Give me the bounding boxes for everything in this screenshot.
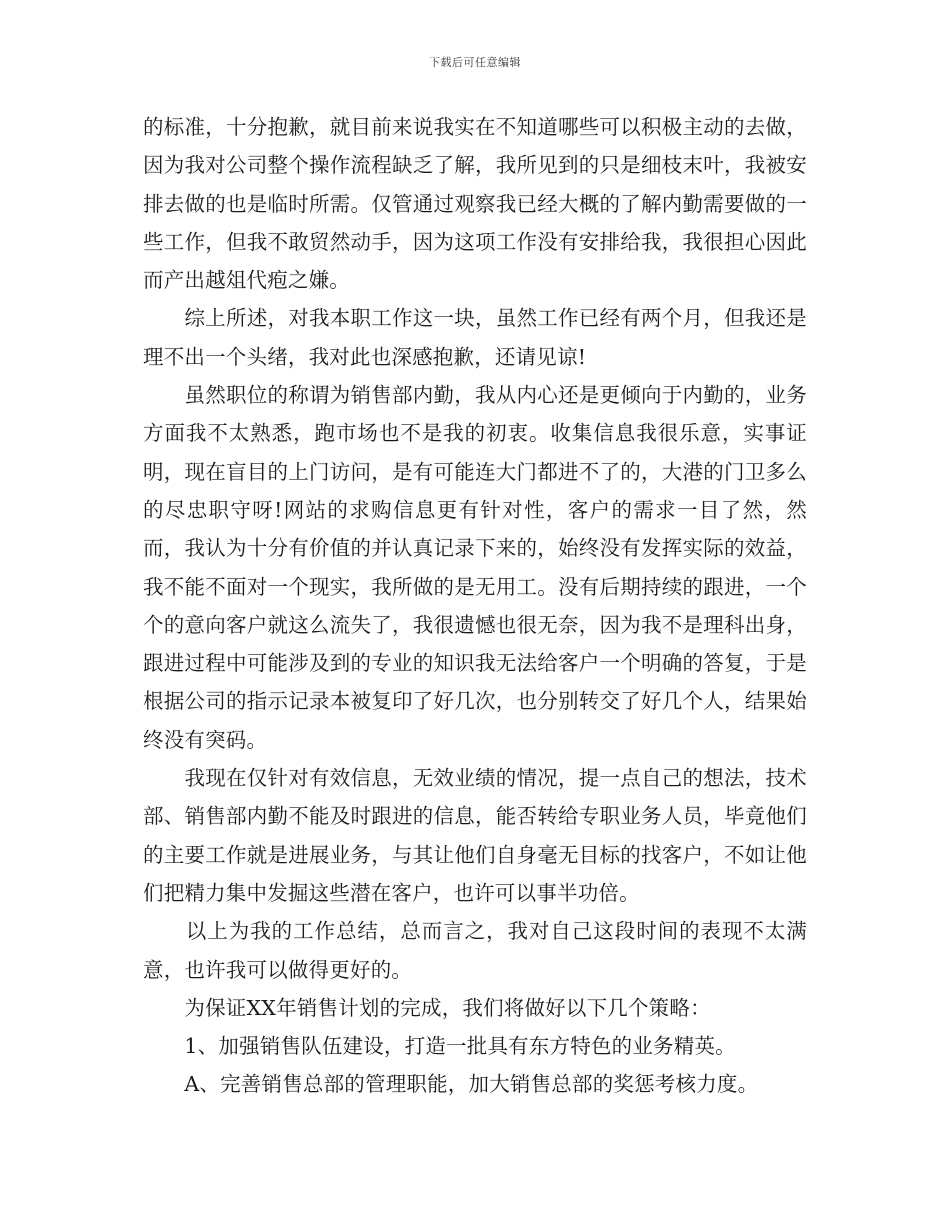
document-body: [143, 108, 807, 1104]
paragraph: A、完善销售总部的管理职能，加大销售总部的奖惩考核力度。: [143, 1072, 759, 1097]
paragraph: 以上为我的工作总结，总而言之，我对自己这段时间的表现不太满意，也许我可以做得更好的。: [143, 919, 807, 982]
paragraph: 我现在仅针对有效信息，无效业绩的情况，提一点自己的想法，技术部、销售部内勤不能及时跟进的信息，能否转给专职业务人员，毕竟他们的主要工作就是进展业务，与其让他们自身毫无目标的找客户，不如让他们把精力集中发掘这些潜在客户，也许可以事半功倍。: [143, 766, 807, 905]
paragraph: 的标准，十分抱歉，就目前来说我实在不知道哪些可以积极主动的去做，因为我对公司整个操作流程缺乏了解，我所见到的只是细枝末叶，我被安排去做的也是临时所需。仅管通过观察我已经大概的了解内勤需要做的一些工作，但我不敢贸然动手，因为这项工作没有安排给我，我很担心因此而产出越俎代疱之嫌。: [143, 115, 807, 293]
paragraph: 综上所述，对我本职工作这一块，虽然工作已经有两个月，但我还是理不出一个头绪，我对此也深感抱歉，还请见谅!: [143, 306, 807, 369]
paragraph: 1、加强销售队伍建设，打造一批具有东方特色的业务精英。: [143, 1034, 736, 1059]
paragraph: 虽然职位的称谓为销售部内勤，我从内心还是更倾向于内勤的，业务方面我不太熟悉，跑市场也不是我的初衷。收集信息我很乐意，实事证明，现在盲目的上门访问，是有可能连大门都进不了的，大港的门卫多么的尽忠职守呀!网站的求购信息更有针对性，客户的需求一目了然，然而，我认为十分有价值的并认真记录下来的，始终没有发挥实际的效益，我不能不面对一个现实，我所做的是无用工。没有后期持续的跟进，一个个的意向客户就这么流失了，我很遗憾也很无奈，因为我不是理科出身，跟进过程中可能涉及到的专业的知识我无法给客户一个明确的答复，于是根据公司的指示记录本被复印了好几次，也分别转交了好几个人，结果始终没有突码。: [143, 383, 807, 752]
page-header: 下载后可任意编辑: [429, 56, 521, 69]
paragraph: 为保证XX年销售计划的完成，我们将做好以下几个策略：: [143, 995, 711, 1020]
